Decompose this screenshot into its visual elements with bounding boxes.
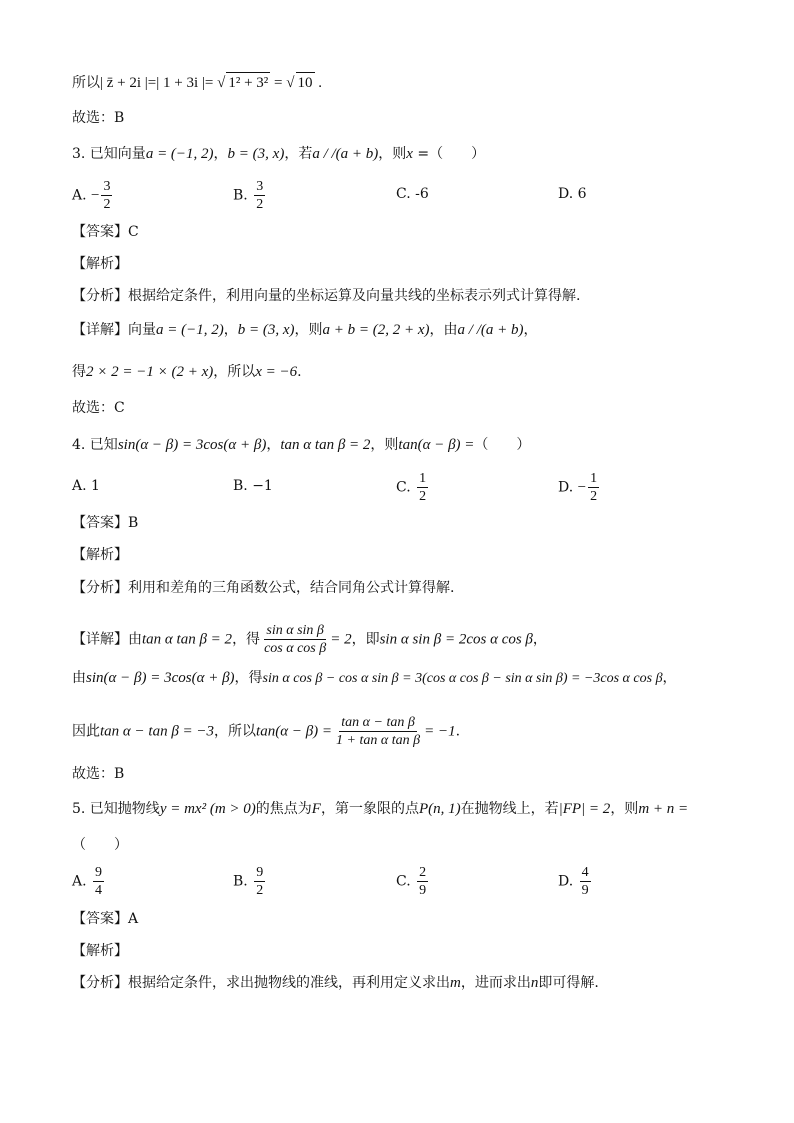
option-fraction bbox=[254, 178, 265, 213]
math-end: . bbox=[314, 75, 322, 91]
math-expression: a + b = (2, 2 + x) bbox=[322, 322, 430, 338]
numerator: 3 bbox=[256, 179, 264, 194]
option-c bbox=[396, 864, 430, 899]
choice-line: 故选：C bbox=[72, 400, 125, 416]
math-expression: P(n, 1) bbox=[418, 801, 461, 817]
detail-text: 【详解】向量 bbox=[72, 322, 156, 338]
analysis-line: 【分析】利用和差角的三角函数公式，结合同角公式计算得解. bbox=[72, 580, 455, 596]
option-label: B. bbox=[233, 187, 248, 204]
numerator: tan α − tan β bbox=[341, 715, 415, 730]
math-expression: a / /(a + b) bbox=[312, 146, 379, 162]
question-text: ，则 bbox=[610, 801, 639, 817]
detail-line bbox=[72, 714, 460, 749]
option-label: C. bbox=[396, 479, 411, 496]
math-expression: = 2 bbox=[330, 631, 352, 648]
option-fraction bbox=[254, 864, 265, 899]
option-label: A. bbox=[72, 873, 87, 890]
detail-text: ，由 bbox=[429, 322, 458, 338]
question-text: ，则 bbox=[370, 437, 399, 453]
option-a bbox=[72, 864, 106, 899]
math-expression: y = mx² (m > 0) bbox=[159, 801, 256, 817]
punct: ， bbox=[532, 631, 547, 648]
answer-line: 【答案】C bbox=[72, 224, 139, 240]
punct: ， bbox=[662, 670, 677, 686]
option-c bbox=[396, 470, 430, 505]
option-label: A. bbox=[72, 187, 87, 204]
numerator: 9 bbox=[95, 865, 103, 880]
detail-line bbox=[72, 668, 677, 689]
math-expression: a = (−1, 2) bbox=[156, 322, 224, 338]
question-text: ，第一象限的点 bbox=[320, 801, 419, 817]
analysis-text: ，进而求出 bbox=[460, 975, 531, 991]
analysis-header: 【解析】 bbox=[72, 943, 128, 959]
math-expression: sin(α − β) = 3cos(α + β) bbox=[86, 670, 235, 686]
analysis-text: 【分析】根据给定条件，求出抛物线的准线，再利用定义求出 bbox=[72, 975, 450, 991]
question-4-stem bbox=[72, 435, 530, 455]
punct: . bbox=[297, 364, 302, 380]
numerator: sin α sin β bbox=[266, 623, 324, 638]
denominator: 9 bbox=[419, 883, 427, 898]
option-b bbox=[233, 864, 267, 899]
math-expression: b = (3, x) bbox=[237, 322, 295, 338]
question-3-stem bbox=[72, 144, 485, 164]
detail-text: 【详解】由 bbox=[72, 631, 142, 648]
punct: ， bbox=[266, 437, 281, 453]
option-b: B. −1 bbox=[233, 478, 273, 494]
sqrt-expression: √ 1² + 3² bbox=[217, 75, 270, 91]
math-expression: sin α sin β = 2cos α cos β bbox=[379, 631, 533, 648]
math-expression: | z̄ + 2i |=| 1 + 3i |= bbox=[100, 75, 218, 91]
option-label: C. bbox=[396, 873, 411, 890]
detail-text: ，即 bbox=[351, 631, 380, 648]
option-fraction bbox=[93, 864, 104, 899]
option-a bbox=[72, 178, 114, 213]
denominator: 4 bbox=[95, 883, 103, 898]
option-c: C. -6 bbox=[396, 186, 429, 202]
text: 所以 bbox=[72, 75, 100, 91]
option-a: A. 1 bbox=[72, 478, 100, 494]
detail-text: ，所以 bbox=[213, 364, 256, 380]
math-expression: a = (−1, 2) bbox=[145, 146, 214, 162]
detail-text: 得 bbox=[72, 364, 86, 380]
detail-text: ，得 bbox=[232, 631, 261, 648]
denominator: 2 bbox=[103, 197, 111, 212]
option-d bbox=[558, 470, 601, 505]
math-expression: = −1 bbox=[424, 723, 456, 740]
detail-text: 因此 bbox=[72, 723, 100, 740]
option-fraction bbox=[417, 470, 428, 505]
detail-text: ，得 bbox=[234, 670, 263, 686]
analysis-line: 【分析】根据给定条件，利用向量的坐标运算及向量共线的坐标表示列式计算得解. bbox=[72, 288, 581, 304]
option-fraction bbox=[101, 178, 112, 213]
option-fraction bbox=[588, 470, 599, 505]
numerator: 1 bbox=[419, 471, 427, 486]
math-fraction bbox=[334, 714, 422, 749]
denominator: 2 bbox=[256, 197, 264, 212]
answer-line: 【答案】B bbox=[72, 515, 139, 531]
math-expression: sin(α − β) = 3cos(α + β) bbox=[117, 437, 267, 453]
question-text: 5. 已知抛物线 bbox=[72, 801, 160, 817]
punct: ， bbox=[213, 146, 228, 162]
answer-blank: （ ） bbox=[474, 437, 531, 453]
option-label: D. bbox=[558, 479, 574, 496]
answer-line: 【答案】A bbox=[72, 911, 139, 927]
option-fraction bbox=[580, 864, 591, 899]
question-text: 的焦点为 bbox=[255, 801, 312, 817]
option-d: D. 6 bbox=[558, 186, 587, 202]
detail-line bbox=[72, 320, 537, 340]
denominator: 1 + tan α tan β bbox=[336, 733, 421, 748]
option-label: D. bbox=[558, 873, 574, 890]
question-text: ，则 bbox=[378, 146, 407, 162]
option-b bbox=[233, 178, 267, 213]
punct: ， bbox=[523, 322, 538, 338]
numerator: 9 bbox=[256, 865, 264, 880]
denominator: 2 bbox=[419, 489, 427, 504]
detail-text: ，所以 bbox=[214, 723, 257, 740]
detail-line bbox=[72, 362, 302, 382]
question-5-stem bbox=[72, 799, 688, 819]
choice-line: 故选：B bbox=[72, 766, 125, 782]
analysis-header: 【解析】 bbox=[72, 256, 128, 272]
numerator: 4 bbox=[581, 865, 589, 880]
question-text: 3. 已知向量 bbox=[72, 146, 146, 162]
math-expression: a / /(a + b) bbox=[457, 322, 524, 338]
denominator: 2 bbox=[256, 883, 264, 898]
option-fraction bbox=[417, 864, 428, 899]
math-expression: tan(α − β) = bbox=[256, 723, 333, 740]
option-sign: − bbox=[577, 479, 587, 496]
analysis-text: 即可得解. bbox=[538, 975, 599, 991]
math-expression: tan α − tan β = −3 bbox=[100, 723, 215, 740]
sqrt-expression: √ 10 bbox=[286, 75, 314, 91]
analysis-line bbox=[72, 973, 599, 993]
sqrt-radicand: 1² + 3² bbox=[226, 72, 270, 93]
denominator: 9 bbox=[581, 883, 589, 898]
question-text: ，若 bbox=[284, 146, 313, 162]
denominator: 2 bbox=[590, 489, 598, 504]
numerator: 2 bbox=[419, 865, 427, 880]
math-variable: m bbox=[450, 975, 461, 991]
solution-line-modulus bbox=[72, 72, 322, 93]
detail-line bbox=[72, 622, 547, 657]
denominator: cos α cos β bbox=[264, 641, 327, 656]
option-label: B. bbox=[233, 873, 248, 890]
math-variable: n bbox=[530, 975, 539, 991]
math-expression: b = (3, x) bbox=[227, 146, 285, 162]
math-expression: 2 × 2 = −1 × (2 + x) bbox=[86, 364, 214, 380]
math-fraction bbox=[262, 622, 328, 657]
numerator: 3 bbox=[103, 179, 111, 194]
question-text: 在抛物线上，若 bbox=[460, 801, 559, 817]
detail-text: ，则 bbox=[294, 322, 323, 338]
option-sign: − bbox=[91, 187, 100, 204]
question-text: 4. 已知 bbox=[72, 437, 118, 453]
analysis-header: 【解析】 bbox=[72, 547, 128, 563]
math-expression: tan α tan β = 2 bbox=[142, 631, 233, 648]
choice-line: 故选：B bbox=[72, 110, 125, 126]
math-eq: = bbox=[270, 75, 287, 91]
math-variable: F bbox=[311, 801, 321, 817]
math-expression: x = −6 bbox=[255, 364, 298, 380]
math-expression: tan α tan β = 2 bbox=[280, 437, 371, 453]
punct: ， bbox=[223, 322, 238, 338]
math-expression: tan(α − β) = bbox=[398, 437, 475, 453]
answer-blank: =（ ） bbox=[412, 146, 486, 162]
option-d bbox=[558, 864, 593, 899]
math-expression: sin α cos β − cos α sin β = 3(cos α cos β − sin α sin β) = −3cos α cos β bbox=[262, 671, 663, 686]
answer-blank: （ ） bbox=[72, 837, 128, 853]
numerator: 1 bbox=[590, 471, 598, 486]
detail-text: 由 bbox=[72, 670, 86, 686]
math-variable: x bbox=[406, 146, 413, 162]
math-expression: m + n = bbox=[638, 801, 689, 817]
sqrt-radicand: 10 bbox=[296, 72, 315, 93]
math-expression: |FP| = 2 bbox=[558, 801, 611, 817]
punct: . bbox=[455, 723, 461, 740]
